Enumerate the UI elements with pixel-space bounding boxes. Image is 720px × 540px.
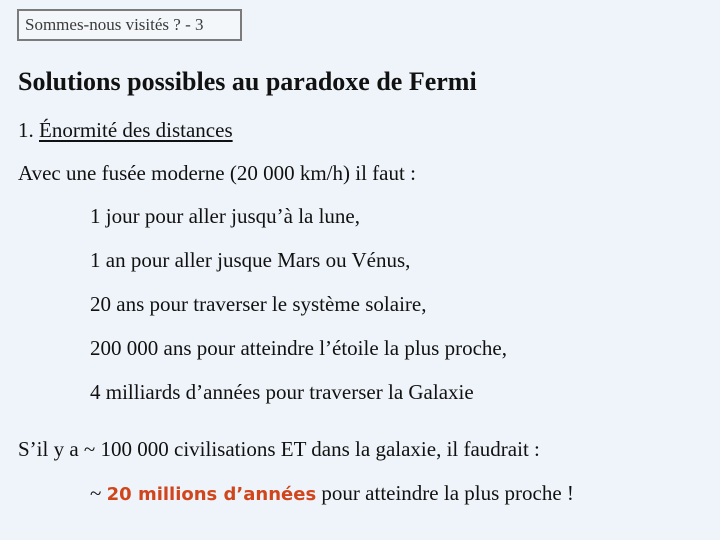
conclusion-prefix: ~ <box>90 481 107 505</box>
slide-title: Solutions possibles au paradoxe de Fermi <box>18 67 477 96</box>
list-item: 20 ans pour traverser le système solaire, <box>90 292 427 316</box>
highlighted-duration: 20 millions d’années <box>106 484 317 505</box>
conclusion-text <box>90 479 574 509</box>
civilisations-text: S’il y a ~ 100 000 civilisations ET dans la galaxie, il faudrait : <box>18 437 540 461</box>
section-heading <box>18 116 233 144</box>
slide-header-text: Sommes-nous visités ? - 3 <box>25 15 204 34</box>
slide-header-tag <box>17 9 242 41</box>
section-number: 1. <box>18 118 34 142</box>
list-item: 1 an pour aller jusque Mars ou Vénus, <box>90 248 411 272</box>
section-heading-text: Énormité des distances <box>39 118 233 142</box>
intro-text: Avec une fusée moderne (20 000 km/h) il faut : <box>18 161 416 185</box>
travel-times-list <box>90 202 507 422</box>
list-item: 200 000 ans pour atteindre l’étoile la plus proche, <box>90 336 507 360</box>
list-item: 1 jour pour aller jusqu’à la lune, <box>90 204 361 228</box>
conclusion-suffix: pour atteindre la plus proche ! <box>316 481 574 505</box>
list-item: 4 milliards d’années pour traverser la Galaxie <box>90 380 474 404</box>
